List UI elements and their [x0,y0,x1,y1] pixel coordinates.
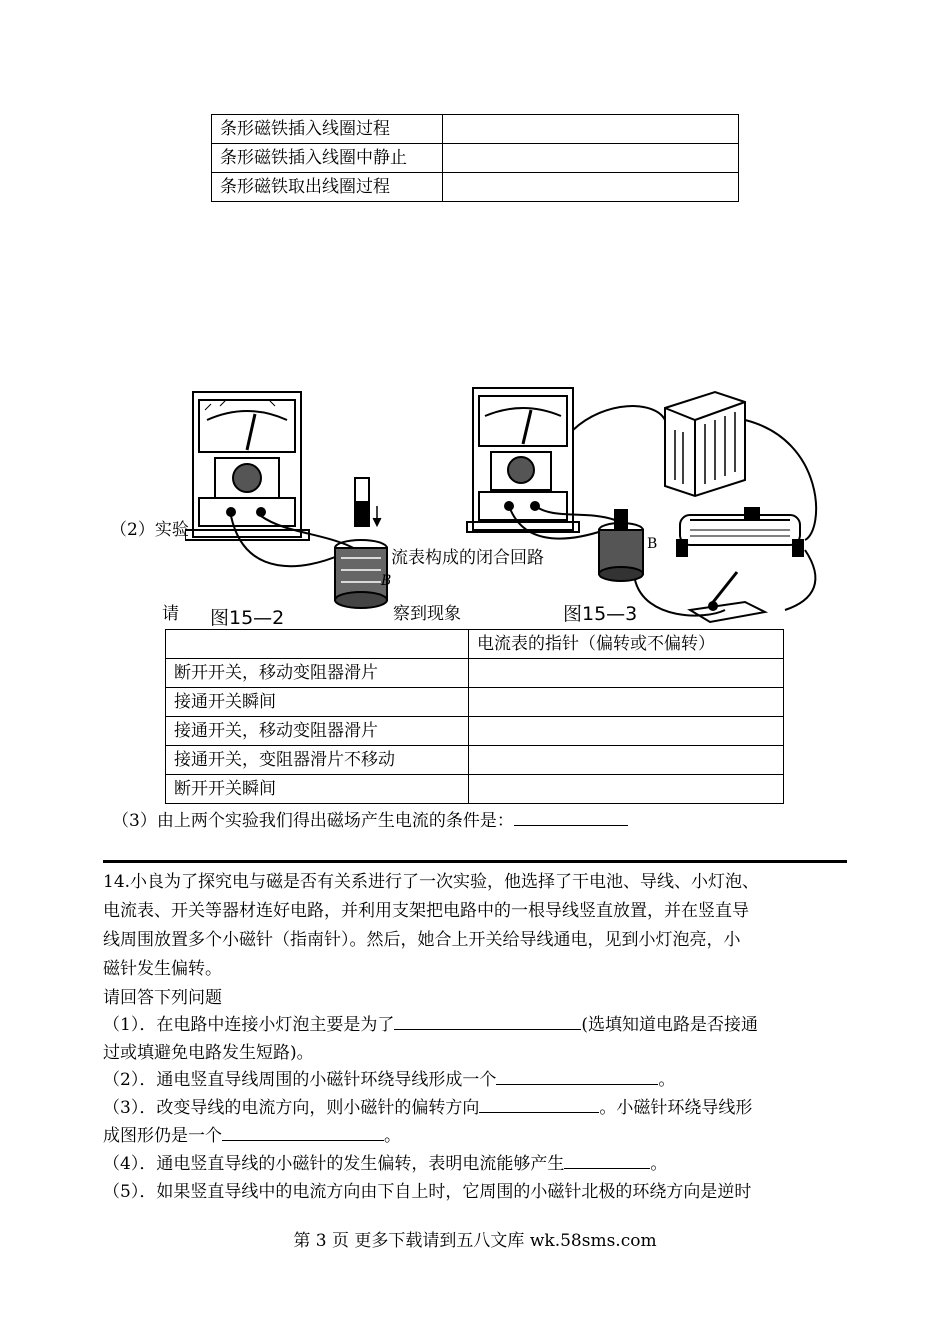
q14-prompt: 请回答下列问题 [103,988,222,1008]
table-cell-blank [469,659,784,688]
q14-sub-3-end: 。 [384,1126,401,1146]
page-footer: 第 3 页 更多下载请到五八文库 wk.58sms.com [293,1231,657,1251]
table-row [212,173,739,202]
galvanometer-left-icon [185,392,309,540]
table-cell: 接通开关，移动变阻器滑片 [166,717,469,746]
table-header-cell: 电流表的指针（偏转或不偏转） [469,630,784,659]
q14-sub-1-hint: (选填知道电路是否接通 [581,1015,758,1035]
q14-sub-5: （5）．如果竖直导线中的电流方向由下自上时，它周围的小磁针北极的环绕方向是逆时 [103,1182,752,1202]
q14-sub-3-text: （3）．改变导线的电流方向，则小磁针的偏转方向 [103,1098,480,1118]
table-header-row [166,630,784,659]
q14-sub-3 [103,1094,752,1122]
table-cell-blank [443,173,739,202]
table-row [166,775,784,804]
coil-right-icon [599,510,643,581]
q14-sub-1 [103,1011,758,1039]
exp2-ask-right: 察到现象 [393,604,461,624]
svg-text:B: B [647,536,658,552]
answer-blank[interactable] [394,1011,581,1030]
q14-paragraph-line: 磁针发生偏转。 [103,959,222,979]
table-cell: 接通开关瞬间 [166,688,469,717]
table-cell: 条形磁铁取出线圈过程 [212,173,443,202]
q14-paragraph-line: 线周围放置多个小磁针（指南针）。然后，她合上开关给导线通电，见到小灯泡亮，小 [103,930,741,950]
figure-label-15-3: 图15—3 [563,603,638,625]
bar-magnet-icon [355,478,381,526]
coil-left-icon [335,540,387,608]
table-cell-blank [443,115,739,144]
exp2-intro-left: （2）实验 [110,520,189,540]
table-row [166,746,784,775]
q14-sub-4-text: （4）．通电竖直导线的小磁针的发生偏转，表明电流能够产生 [103,1154,565,1174]
table-header-cell [166,630,469,659]
table-cell: 条形磁铁插入线圈中静止 [212,144,443,173]
figure-label-15-2: 图15—2 [210,607,285,628]
q14-sub-2 [103,1066,675,1094]
q14-sub-1-text: （1）．在电路中连接小灯泡主要是为了 [103,1015,395,1035]
table-row [166,659,784,688]
table-row [166,717,784,746]
table-cell-blank [443,144,739,173]
table-cell: 条形磁铁插入线圈过程 [212,115,443,144]
q14-sub-4-end: 。 [650,1154,668,1174]
magnet-observation-table [211,114,739,202]
answer-blank[interactable] [514,807,628,826]
answer-blank[interactable] [479,1094,599,1113]
table-row [166,688,784,717]
table-cell-blank [469,746,784,775]
answer-blank[interactable] [222,1122,384,1141]
table-cell-blank [469,688,784,717]
q14-paragraph-line: 电流表、开关等器材连好电路，并利用支架把电路中的一根导线竖直放置，并在竖直导 [103,901,749,921]
exp2-ask-left: 请 [162,604,179,624]
q14-sub-3-cont-text: 成图形仍是一个 [103,1126,222,1146]
table-cell-blank [469,717,784,746]
question-3-conclusion [112,807,628,835]
rheostat-icon [677,508,803,556]
q14-sub-3-cont [103,1122,401,1150]
table-cell-blank [469,775,784,804]
apparatus-illustration [185,380,835,628]
answer-blank[interactable] [496,1066,658,1085]
battery-pack-icon [665,392,745,496]
q14-sub-2-end: 。 [658,1070,676,1090]
q14-paragraph-line: 14.小良为了探究电与磁是否有关系进行了一次实验，他选择了干电池、导线、小灯泡、 [103,872,760,892]
q14-sub-1-cont: 过或填避免电路发生短路)。 [103,1043,314,1063]
section-divider [103,860,847,863]
q14-sub-4 [103,1150,667,1178]
q14-sub-3-mid: 。小磁针环绕导线形 [599,1098,753,1118]
question-3-text: （3）由上两个实验我们得出磁场产生电流的条件是： [112,811,514,831]
answer-blank[interactable] [564,1150,650,1169]
q14-sub-2-text: （2）．通电竖直导线周围的小磁针环绕导线形成一个 [103,1070,497,1090]
table-cell: 接通开关，变阻器滑片不移动 [166,746,469,775]
table-cell: 断开开关，移动变阻器滑片 [166,659,469,688]
table-row [212,144,739,173]
table-cell: 断开开关瞬间 [166,775,469,804]
table-row [212,115,739,144]
circuit-observation-table [165,629,784,804]
galvanometer-right-icon [467,388,579,532]
exp2-intro-right: 流表构成的闭合回路 [391,548,544,568]
svg-text:B: B [381,573,392,589]
